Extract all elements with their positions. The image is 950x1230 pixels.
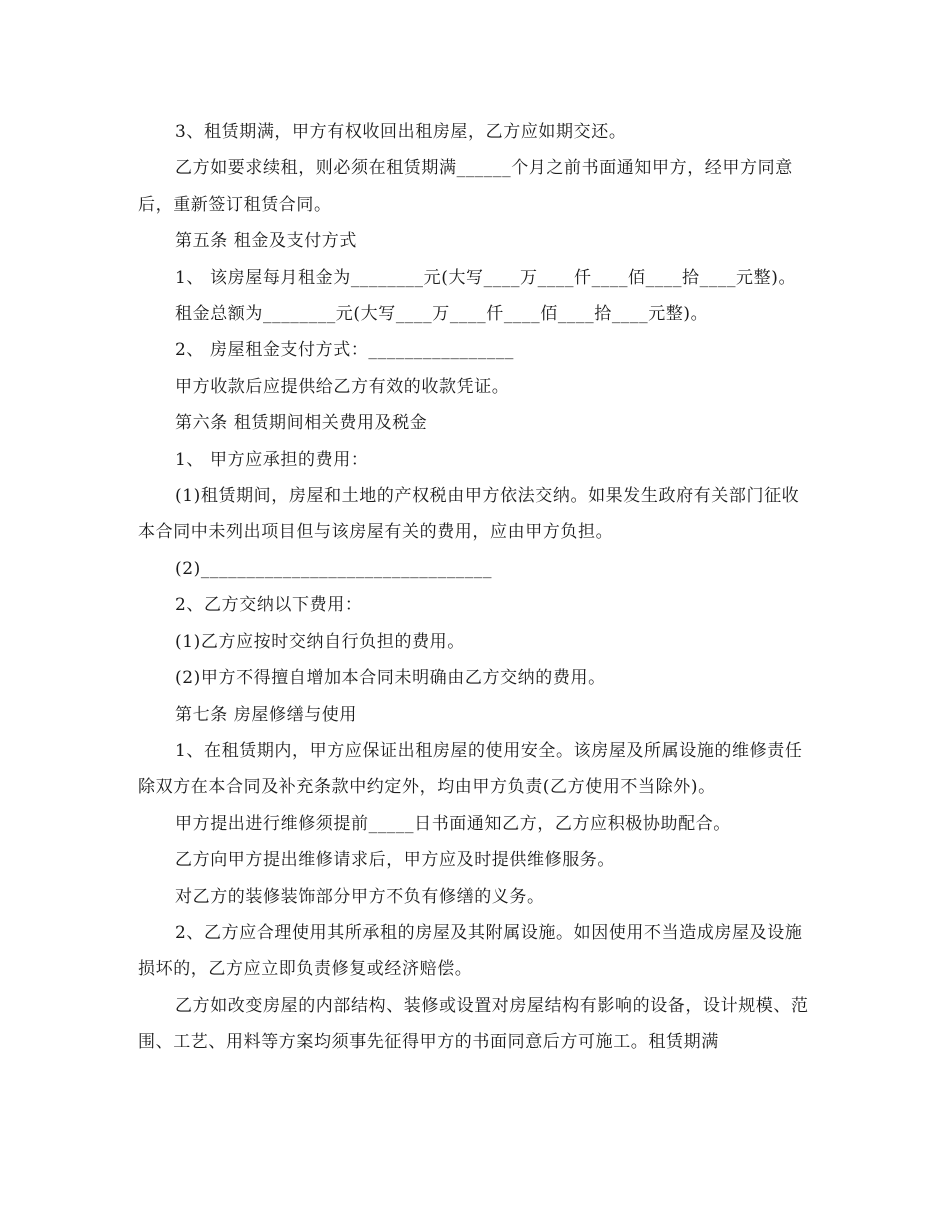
paragraph-no-extra-fees: (2)甲方不得擅自增加本合同未明确由乙方交纳的费用。 — [175, 668, 606, 689]
paragraph-monthly-rent: 1、 该房屋每月租金为________元(大写____万____仟____佰____拾____元整)。 — [175, 267, 797, 288]
contract-body — [138, 114, 814, 1061]
paragraph-structural-change: 乙方如改变房屋的内部结构、装修或设置对房屋结构有影响的设备，设计规模、范围、工艺、用料等方案均须事先征得甲方的书面同意后方可施工。租赁期满 — [138, 995, 809, 1053]
paragraph-maintenance-duty: 1、在租赁期内，甲方应保证出租房屋的使用安全。该房屋及所属设施的维修责任除双方在本合同及补充条款中约定外，均由甲方负责(乙方使用不当除外)。 — [138, 740, 803, 798]
paragraph-receipt: 甲方收款后应提供给乙方有效的收款凭证。 — [175, 376, 510, 397]
paragraph-party-a-fees: 1、 甲方应承担的费用： — [175, 449, 369, 470]
article-7-heading: 第七条 房屋修缮与使用 — [175, 704, 358, 725]
paragraph-blank-item: (2)________________________________ — [175, 558, 493, 579]
paragraph-decoration: 对乙方的装修装饰部分甲方不负有修缮的义务。 — [175, 886, 545, 907]
paragraph-property-tax: (1)租赁期间，房屋和土地的产权税由甲方依法交纳。如果发生政府有关部门征收本合同中未列出项目但与该房屋有关的费用，应由甲方负担。 — [138, 486, 800, 543]
article-6-heading: 第六条 租赁期间相关费用及税金 — [175, 413, 428, 434]
paragraph-party-b-fees: 2、乙方交纳以下费用： — [175, 595, 363, 616]
paragraph-maintenance-request: 乙方向甲方提出维修请求后，甲方应及时提供维修服务。 — [175, 850, 615, 871]
paragraph-payment-method: 2、 房屋租金支付方式：________________ — [175, 340, 515, 361]
paragraph-renewal-notice: 乙方如要求续租，则必须在租赁期满______个月之前书面通知甲方，经甲方同意后，重新签订租赁合同。 — [138, 158, 793, 215]
paragraph-maintenance-notice: 甲方提出进行维修须提前_____日书面通知乙方，乙方应积极协助配合。 — [175, 813, 731, 834]
paragraph-party-b-pay-on-time: (1)乙方应按时交纳自行负担的费用。 — [175, 631, 465, 652]
paragraph-lease-expiry: 3、租赁期满，甲方有权收回出租房屋，乙方应如期交还。 — [175, 122, 627, 142]
paragraph-total-rent: 租金总额为________元(大写____万____仟____佰____拾____元整)。 — [175, 304, 709, 325]
paragraph-proper-use: 2、乙方应合理使用其所承租的房屋及其附属设施。如因使用不当造成房屋及设施损坏的，乙方应立即负责修复或经济赔偿。 — [138, 922, 803, 980]
article-5-heading: 第五条 租金及支付方式 — [175, 231, 358, 252]
